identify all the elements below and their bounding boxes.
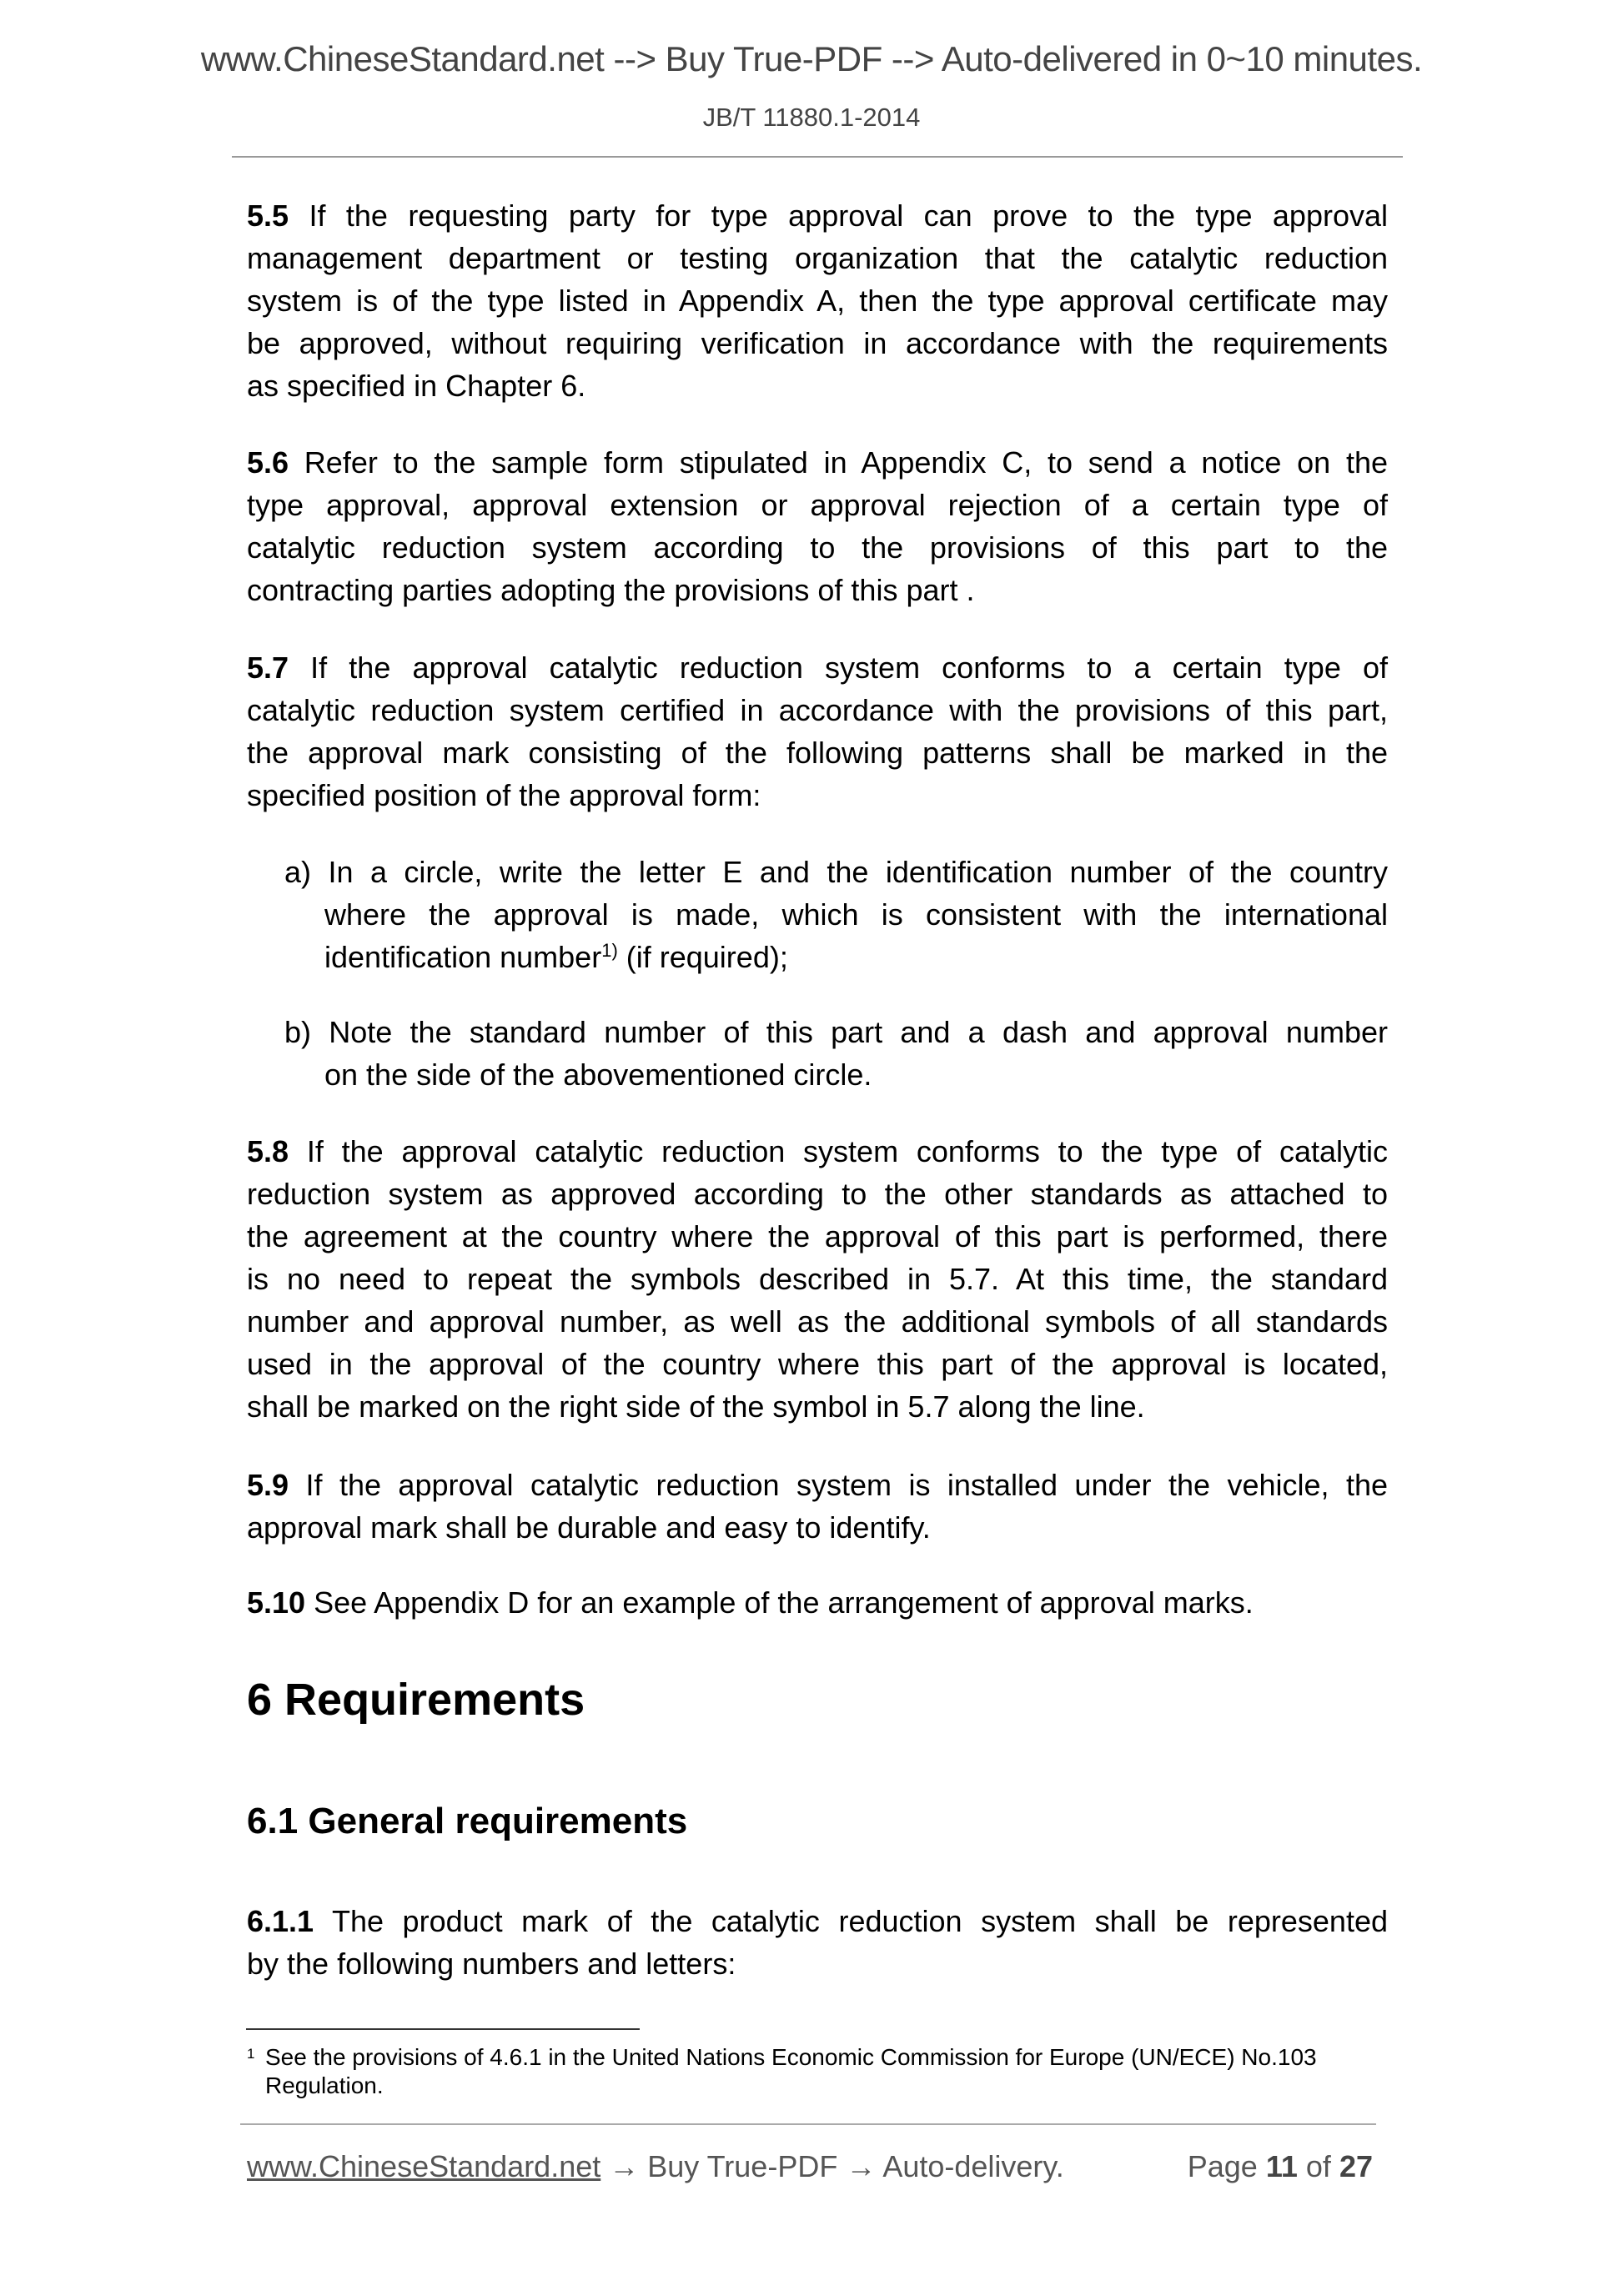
footnote-divider <box>246 2028 640 2030</box>
page-footer <box>247 2148 1373 2185</box>
footer-divider <box>240 2123 1376 2125</box>
line: Refer to the sample form stipulated in Appendix C, to send a notice on the <box>289 445 1388 480</box>
footnote-reference[interactable]: 1) <box>601 940 618 961</box>
clause-number: 5.10 <box>247 1585 306 1620</box>
line: The product mark of the catalytic reduction system shall be represented <box>314 1904 1388 1938</box>
line: the approval mark consisting of the following patterns shall be marked in the <box>247 736 1388 770</box>
line: management department or testing organization that the catalytic reduction <box>247 241 1388 275</box>
standard-number: JB/T 11880.1-2014 <box>702 103 921 132</box>
list-item-b <box>284 1011 1388 1096</box>
line: by the following numbers and letters: <box>247 1947 736 1981</box>
line: identification number <box>324 940 602 974</box>
clause-number: 5.8 <box>247 1134 289 1168</box>
line: contracting parties adopting the provisions of this part . <box>247 573 975 607</box>
line: reduction system as approved according to the other standards as attached to <box>247 1177 1388 1211</box>
of-label: of <box>1305 2149 1331 2183</box>
footnote-mark: 1 <box>247 2046 255 2062</box>
line: shall be marked on the right side of the symbol in 5.7 along the line. <box>247 1389 1145 1424</box>
clause-5-9 <box>247 1464 1388 1549</box>
line: catalytic reduction system certified in accordance with the provisions of this part, <box>247 693 1388 727</box>
line: catalytic reduction system according to the provisions of this part to the <box>247 530 1388 565</box>
clause-6-1-1 <box>247 1900 1388 1985</box>
clause-5-7 <box>247 646 1388 816</box>
page-number: 11 <box>1265 2149 1298 2183</box>
footnote <box>247 2043 1388 2100</box>
line: If the approval catalytic reduction system conforms to a certain type of <box>289 651 1388 685</box>
footnote-line: Regulation. <box>265 2072 384 2098</box>
line: If the requesting party for type approval can prove to the type approval <box>289 198 1388 233</box>
clause-5-5 <box>247 194 1388 407</box>
line: number and approval number, as well as the additional symbols of all standards <box>247 1304 1388 1339</box>
line: the agreement at the country where the approval of this part is performed, there <box>247 1219 1388 1254</box>
clause-number: 5.7 <box>247 651 289 685</box>
clause-number: 5.5 <box>247 198 289 233</box>
clause-5-8 <box>247 1130 1388 1428</box>
line: (if required); <box>617 940 788 974</box>
total-pages: 27 <box>1339 2149 1373 2183</box>
line: specified position of the approval form: <box>247 778 761 812</box>
line: If the approval catalytic reduction system conforms to the type of catalytic <box>289 1134 1388 1168</box>
footer-text: → Buy True-PDF → Auto-delivery. <box>600 2149 1064 2183</box>
header-banner: www.ChineseStandard.net --> Buy True-PDF --> Auto-delivered in 0~10 minutes. <box>200 39 1423 78</box>
line: on the side of the abovementioned circle. <box>324 1058 872 1092</box>
line: is no need to repeat the symbols described in 5.7. At this time, the standard <box>247 1262 1388 1296</box>
clause-5-6 <box>247 441 1388 611</box>
line: system is of the type listed in Appendix A, then the type approval certificate may <box>247 284 1388 318</box>
line: used in the approval of the country where this part of the approval is located, <box>247 1347 1388 1381</box>
line: a) In a circle, write the letter E and the identification number of the country <box>284 855 1388 889</box>
footnote-line: See the provisions of 4.6.1 in the United Nations Economic Commission for Europe (UN/ECE) No.103 <box>265 2044 1317 2070</box>
line: be approved, without requiring verification in accordance with the requirements <box>247 326 1388 360</box>
heading-6-requirements: 6 Requirements <box>247 1675 585 1725</box>
line: type approval, approval extension or approval rejection of a certain type of <box>247 488 1388 522</box>
clause-number: 5.9 <box>247 1468 289 1502</box>
heading-6-1-general-requirements: 6.1 General requirements <box>247 1801 688 1841</box>
list-item-a <box>284 851 1388 978</box>
line: See Appendix D for an example of the arrangement of approval marks. <box>305 1585 1254 1620</box>
line: as specified in Chapter 6. <box>247 369 586 403</box>
page-indicator <box>1188 2148 1373 2185</box>
line: approval mark shall be durable and easy to identify. <box>247 1510 931 1545</box>
clause-number: 6.1.1 <box>247 1904 314 1938</box>
line: b) Note the standard number of this part and a dash and approval number <box>284 1015 1388 1049</box>
clause-5-10 <box>247 1581 1388 1624</box>
clause-number: 5.6 <box>247 445 289 480</box>
page-label: Page <box>1187 2149 1258 2183</box>
header-divider <box>232 156 1403 158</box>
footer-site-link[interactable]: www.ChineseStandard.net <box>247 2149 601 2183</box>
line: where the approval is made, which is consistent with the international <box>324 897 1388 932</box>
line: If the approval catalytic reduction system is installed under the vehicle, the <box>289 1468 1388 1502</box>
